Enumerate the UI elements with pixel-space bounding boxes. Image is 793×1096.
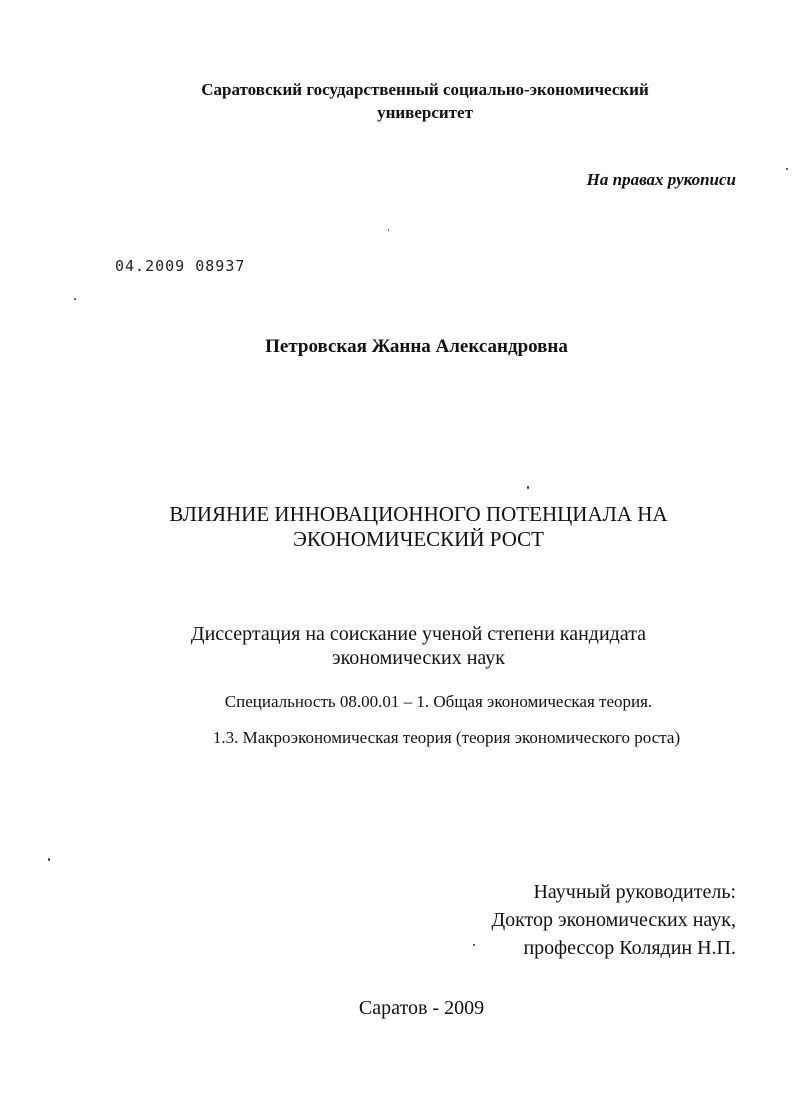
specialty-line-2: 1.3. Макроэкономическая теория (теория экономического роста) — [212, 728, 681, 747]
scientific-supervisor — [491, 878, 736, 962]
city-year: Саратов - 2009 — [358, 997, 485, 1019]
specialty-line-1: Специальность 08.00.01 – 1. Общая экономическая теория. — [224, 692, 653, 711]
degree-line-2: экономических наук — [332, 647, 505, 669]
degree-statement — [22, 622, 793, 670]
manuscript-note: На правах рукописи — [586, 170, 736, 189]
stamp-number: 04.2009 08937 — [115, 257, 246, 275]
supervisor-line-2: Доктор экономических наук, — [491, 909, 736, 931]
dissertation-title — [22, 502, 793, 552]
scan-speck — [388, 229, 389, 231]
title-line-2: ЭКОНОМИЧЕСКИЙ РОСТ — [293, 527, 544, 551]
university-name — [40, 78, 793, 124]
scan-speck — [48, 858, 50, 861]
title-line-1: ВЛИЯНИЕ ИННОВАЦИОННОГО ПОТЕНЦИАЛА НА — [169, 502, 668, 526]
university-line-1: Саратовский государственный социально-экономический — [201, 80, 649, 99]
author-name: Петровская Жанна Александровна — [265, 336, 568, 357]
scan-speck — [74, 298, 76, 300]
scan-speck — [786, 168, 788, 170]
university-line-2: университет — [377, 103, 473, 122]
scan-speck — [527, 486, 529, 489]
degree-line-1: Диссертация на соискание ученой степени кандидата — [190, 623, 647, 645]
scan-speck — [473, 944, 475, 946]
supervisor-line-3: профессор Колядин Н.П. — [523, 937, 736, 959]
supervisor-line-1: Научный руководитель: — [533, 881, 736, 903]
